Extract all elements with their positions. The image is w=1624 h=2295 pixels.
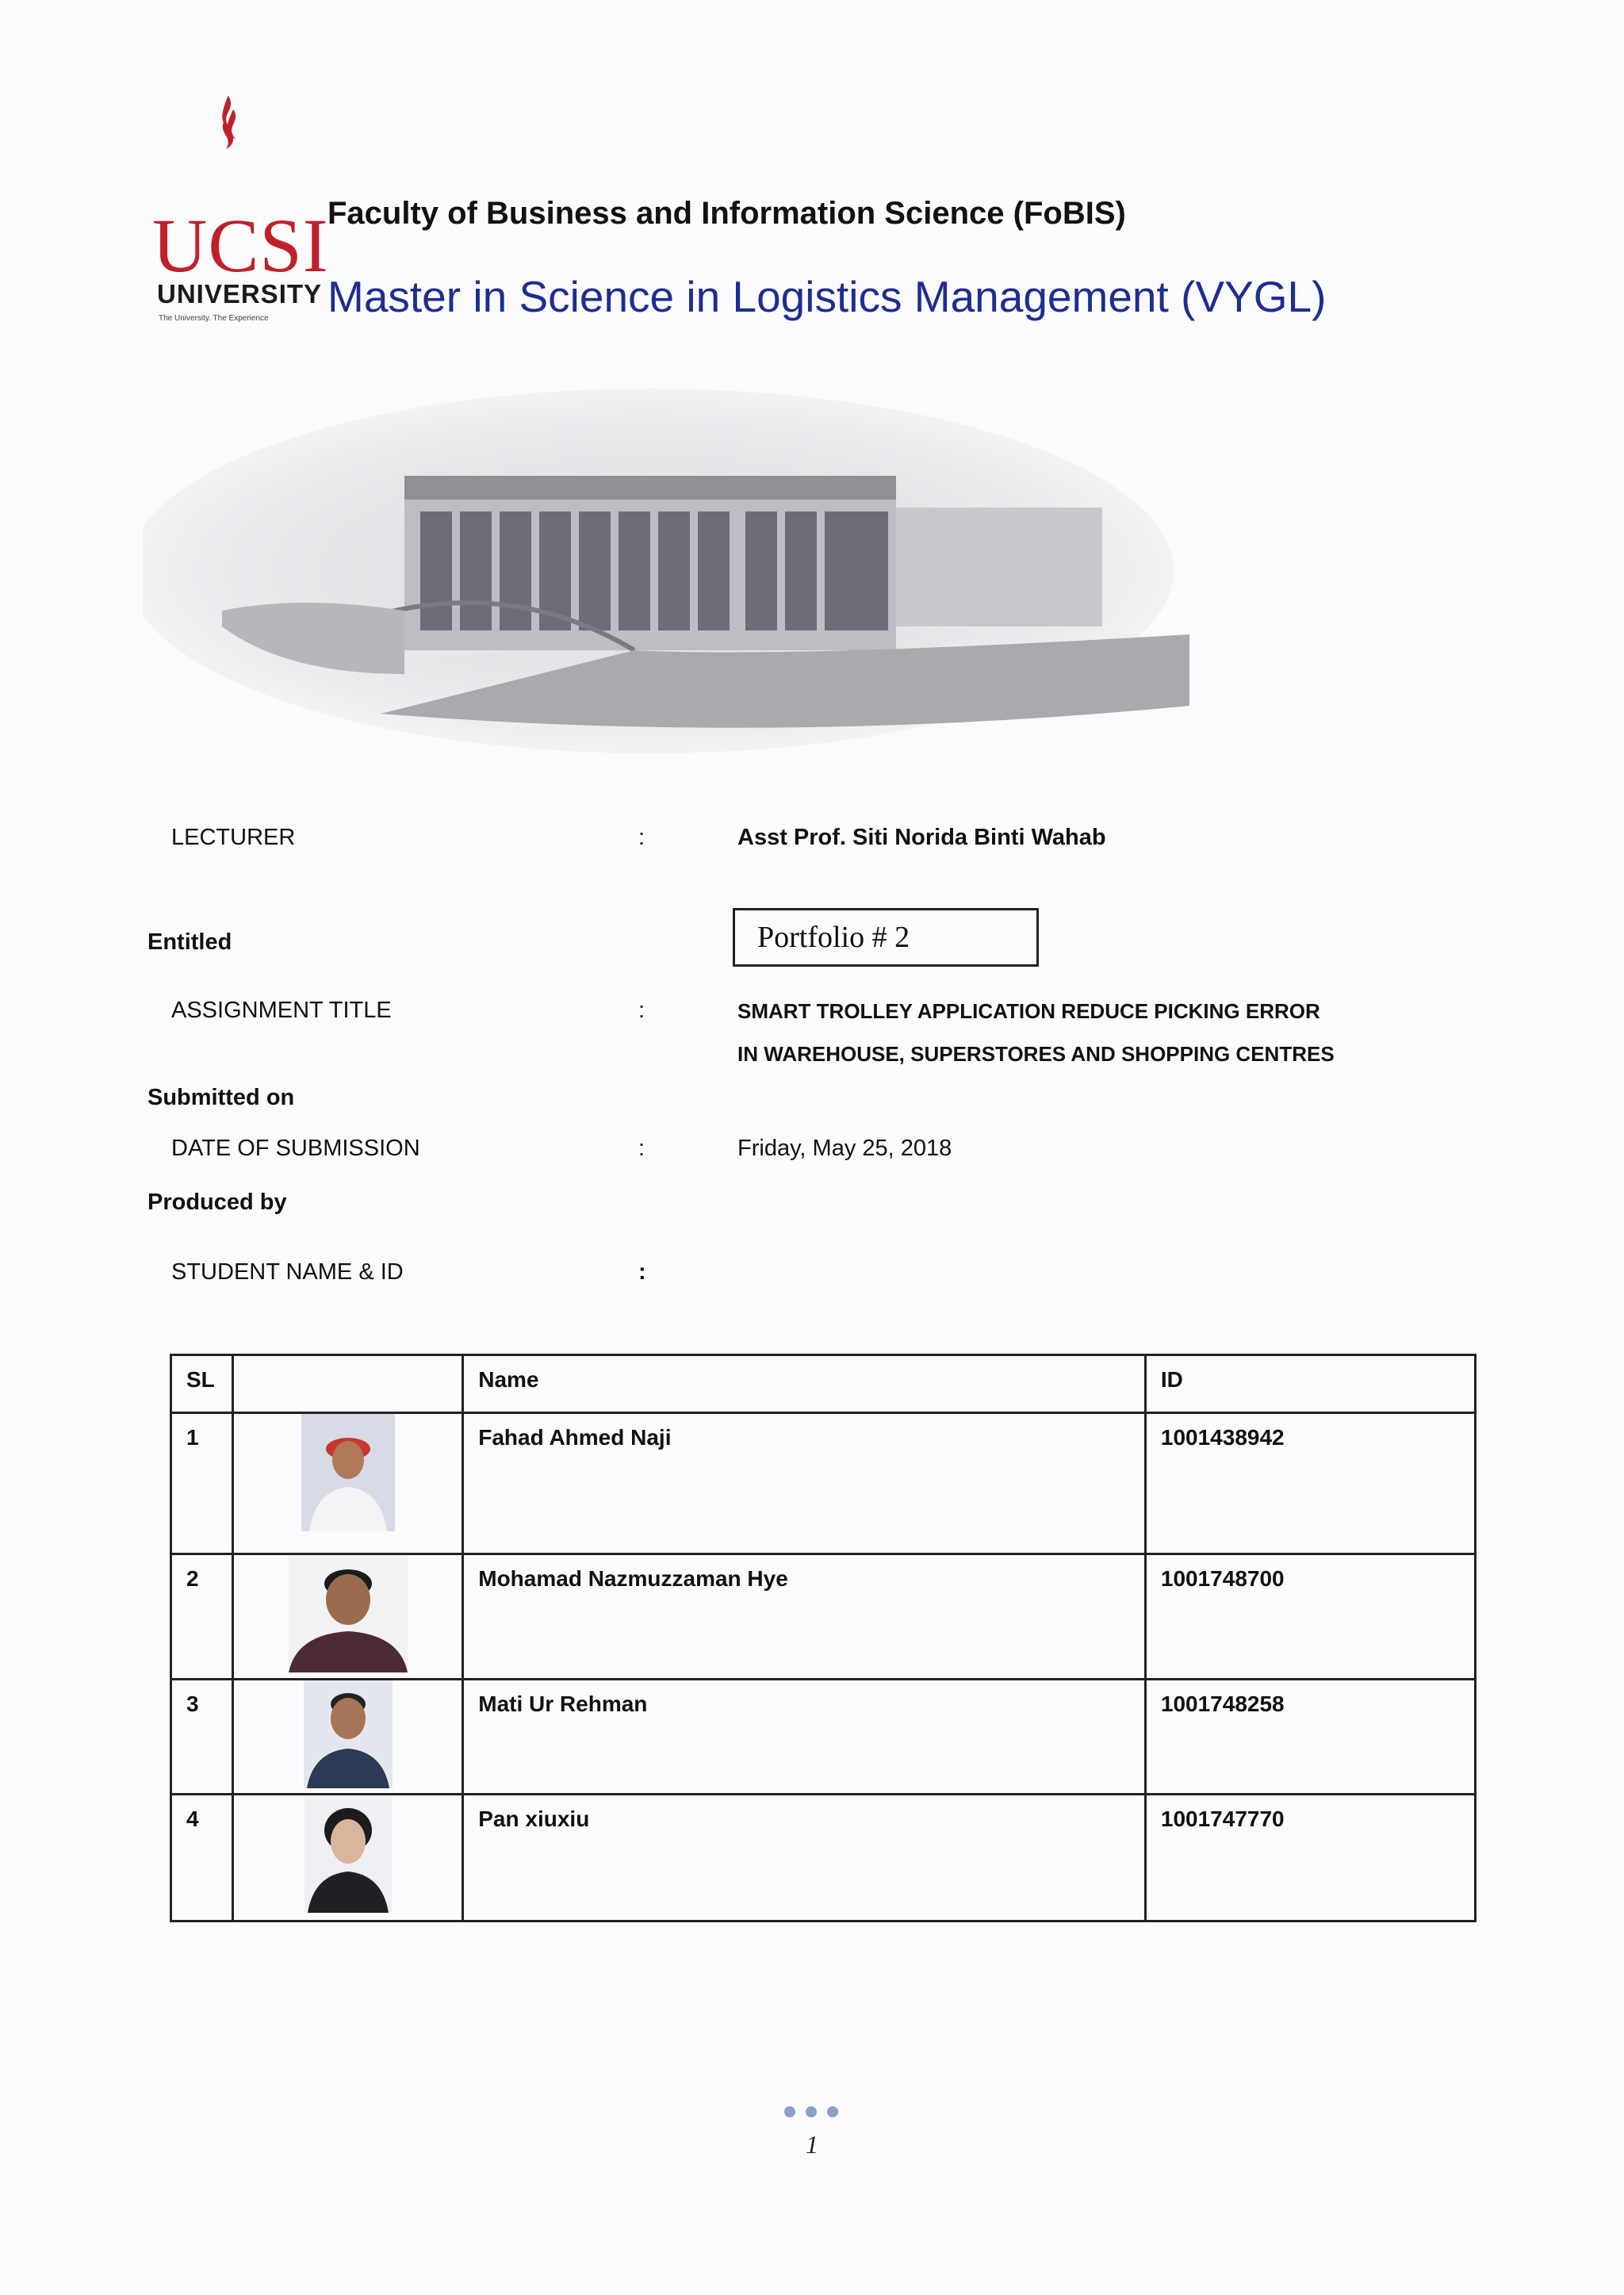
student-photo-avatar-icon xyxy=(304,1680,393,1788)
produced-by-label: Produced by xyxy=(147,1190,287,1215)
table-row xyxy=(171,1554,1476,1680)
logo-tagline: The University. The Experience xyxy=(159,314,269,323)
student-name-id-label: STUDENT NAME & ID xyxy=(171,1259,404,1285)
row-sl: 4 xyxy=(171,1795,233,1921)
lecturer-label: LECTURER xyxy=(171,825,296,850)
header-name: Name xyxy=(463,1355,1146,1413)
row-id: 1001748258 xyxy=(1145,1680,1475,1795)
page-number: 1 xyxy=(806,2130,818,2159)
row-name: Fahad Ahmed Naji xyxy=(463,1413,1146,1554)
entitled-label: Entitled xyxy=(147,929,232,955)
campus-building-illustration xyxy=(143,373,1205,753)
row-sl: 2 xyxy=(171,1554,233,1680)
table-row xyxy=(171,1680,1476,1795)
row-sl: 3 xyxy=(171,1680,233,1795)
assignment-title-line1: SMART TROLLEY APPLICATION REDUCE PICKING ERROR xyxy=(737,999,1320,1023)
submitted-on-label: Submitted on xyxy=(147,1085,295,1110)
ucsi-flame-logo-icon xyxy=(151,94,309,213)
student-table xyxy=(170,1354,1477,1922)
row-name: Mati Ur Rehman xyxy=(463,1680,1146,1795)
assignment-colon: : xyxy=(638,998,645,1023)
date-of-submission-label: DATE OF SUBMISSION xyxy=(171,1136,420,1161)
student-photo-avatar-icon xyxy=(304,1795,392,1913)
row-photo xyxy=(233,1554,463,1680)
row-id: 1001747770 xyxy=(1145,1795,1475,1921)
row-name: Mohamad Nazmuzzaman Hye xyxy=(463,1554,1146,1680)
lecturer-colon: : xyxy=(638,825,645,850)
student-photo-avatar-icon xyxy=(289,1555,408,1672)
logo-wordmark: UCSI xyxy=(152,203,329,288)
row-photo xyxy=(233,1413,463,1554)
table-row xyxy=(171,1795,1476,1921)
page-dots-icon xyxy=(783,2105,839,2118)
date-of-submission-value: Friday, May 25, 2018 xyxy=(737,1136,952,1161)
logo-subtitle: UNIVERSITY xyxy=(157,279,323,308)
row-id: 1001748700 xyxy=(1145,1554,1475,1680)
table-header-row xyxy=(171,1355,1476,1413)
row-photo xyxy=(233,1680,463,1795)
student-colon: : xyxy=(638,1259,646,1285)
row-name: Pan xiuxiu xyxy=(463,1795,1146,1921)
student-photo-avatar-icon xyxy=(301,1414,395,1531)
header-id: ID xyxy=(1145,1355,1475,1413)
assignment-title-line2: IN WAREHOUSE, SUPERSTORES AND SHOPPING CENTRES xyxy=(737,1042,1335,1066)
header-sl: SL xyxy=(171,1355,233,1413)
date-colon: : xyxy=(638,1136,645,1161)
assignment-title-label: ASSIGNMENT TITLE xyxy=(171,998,392,1023)
row-id: 1001438942 xyxy=(1145,1413,1475,1554)
lecturer-value: Asst Prof. Siti Norida Binti Wahab xyxy=(737,825,1106,850)
table-row xyxy=(171,1413,1476,1554)
row-photo xyxy=(233,1795,463,1921)
faculty-title: Faculty of Business and Information Science (FoBIS) xyxy=(327,196,1126,231)
header-photo xyxy=(233,1355,463,1413)
program-title: Master in Science in Logistics Management (VYGL) xyxy=(327,272,1327,321)
row-sl: 1 xyxy=(171,1413,233,1554)
portfolio-box: Portfolio # 2 xyxy=(733,908,1039,967)
